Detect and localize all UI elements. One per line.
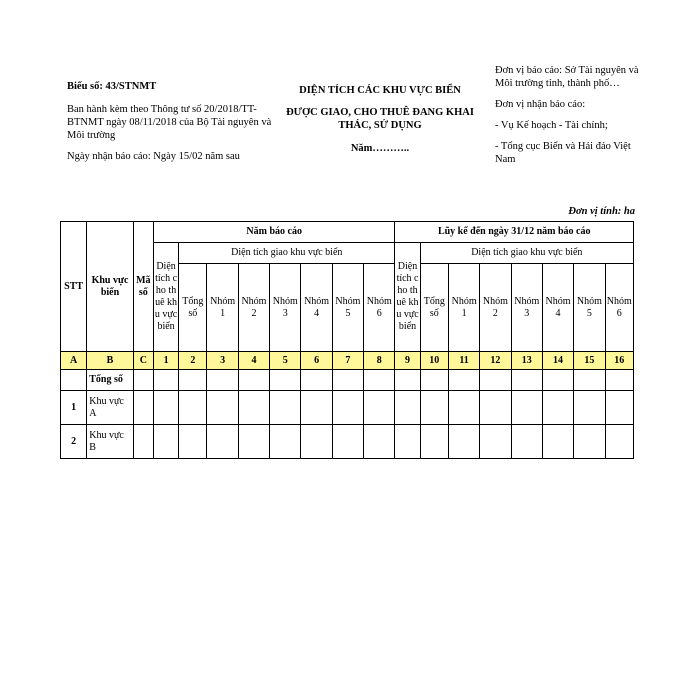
col-sea-area-header: Diện tích cho thuê khu vực biển: [153, 243, 178, 352]
col-group2-header-cum: Nhóm 2: [480, 264, 511, 352]
index-cell: 6: [301, 352, 332, 370]
col-group4-header: Nhóm 4: [301, 264, 332, 352]
index-cell: 10: [420, 352, 448, 370]
receiver-1: - Vụ Kế hoạch - Tài chính;: [495, 120, 608, 131]
col-total-header: Tổng số: [179, 264, 207, 352]
index-cell: 3: [207, 352, 238, 370]
index-cell: 15: [574, 352, 605, 370]
index-cell: 12: [480, 352, 511, 370]
index-cell: 11: [448, 352, 479, 370]
col-group3-header: Nhóm 3: [270, 264, 301, 352]
subgroup-allocated: Diện tích giao khu vực biển: [179, 243, 395, 264]
receiver-2: - Tổng cục Biển và Hải đảo Việt Nam: [495, 141, 631, 165]
report-table: [60, 221, 634, 459]
col-group5-header-cum: Nhóm 5: [574, 264, 605, 352]
col-code-header: Mã số: [133, 222, 153, 352]
col-group1-header-cum: Nhóm 1: [448, 264, 479, 352]
col-group4-header-cum: Nhóm 4: [542, 264, 573, 352]
col-group1-header: Nhóm 1: [207, 264, 238, 352]
index-cell: B: [87, 352, 133, 370]
index-cell: 16: [605, 352, 634, 370]
report-title-line2: ĐƯỢC GIAO, CHO THUÊ ĐANG KHAI THÁC, SỬ DỤNG: [286, 107, 474, 131]
col-area-header: Khu vực biển: [87, 222, 133, 352]
col-group6-header: Nhóm 6: [364, 264, 395, 352]
group-cumulative: Lũy kế đến ngày 31/12 năm báo cáo: [395, 222, 634, 243]
index-cell: C: [133, 352, 153, 370]
total-label: Tổng số: [87, 370, 133, 391]
index-cell: 13: [511, 352, 542, 370]
col-total-header-cum: Tổng số: [420, 264, 448, 352]
unit-label: Đơn vị tính: ha: [568, 206, 635, 217]
table-row: [61, 425, 634, 459]
index-cell: 14: [542, 352, 573, 370]
group-report-year: Năm báo cáo: [153, 222, 394, 243]
row-stt: 1: [61, 391, 87, 425]
subgroup-allocated-cum: Diện tích giao khu vực biển: [420, 243, 633, 264]
index-cell: 1: [153, 352, 178, 370]
report-title-line1: DIỆN TÍCH CÁC KHU VỰC BIỂN: [299, 85, 461, 96]
index-cell: A: [61, 352, 87, 370]
row-area-name: Khu vực A: [87, 391, 133, 425]
report-year: Năm………..: [350, 143, 410, 154]
row-stt: 2: [61, 425, 87, 459]
table-row: [61, 391, 634, 425]
index-cell: 5: [270, 352, 301, 370]
col-group2-header: Nhóm 2: [238, 264, 269, 352]
reporting-unit: Đơn vị báo cáo: Sở Tài nguyên và Môi trường tỉnh, thành phố…: [495, 65, 639, 89]
receive-date-text: Ngày nhận báo cáo: Ngày 15/02 năm sau: [67, 151, 240, 162]
col-group6-header-cum: Nhóm 6: [605, 264, 634, 352]
issued-with-text: Ban hành kèm theo Thông tư số 20/2018/TT-BTNMT ngày 08/11/2018 của Bộ Tài nguyên và Môi trường: [67, 104, 272, 141]
col-group3-header-cum: Nhóm 3: [511, 264, 542, 352]
index-cell: 8: [364, 352, 395, 370]
header-left: [67, 80, 272, 171]
index-cell: 7: [332, 352, 363, 370]
index-cell: 2: [179, 352, 207, 370]
col-group5-header: Nhóm 5: [332, 264, 363, 352]
col-stt-header: STT: [61, 222, 87, 352]
form-code: Biểu số: 43/STNMT: [67, 81, 157, 92]
table-row-total: [61, 370, 634, 391]
index-cell: 4: [238, 352, 269, 370]
header-right: [495, 64, 645, 174]
index-cell: 9: [395, 352, 420, 370]
index-row: [61, 352, 634, 370]
row-area-name: Khu vực B: [87, 425, 133, 459]
col-sea-area-header-cum: Diện tích cho thuê khu vực biển: [395, 243, 420, 352]
receiving-unit-label: Đơn vị nhận báo cáo:: [495, 99, 586, 110]
header-center: [280, 84, 480, 155]
